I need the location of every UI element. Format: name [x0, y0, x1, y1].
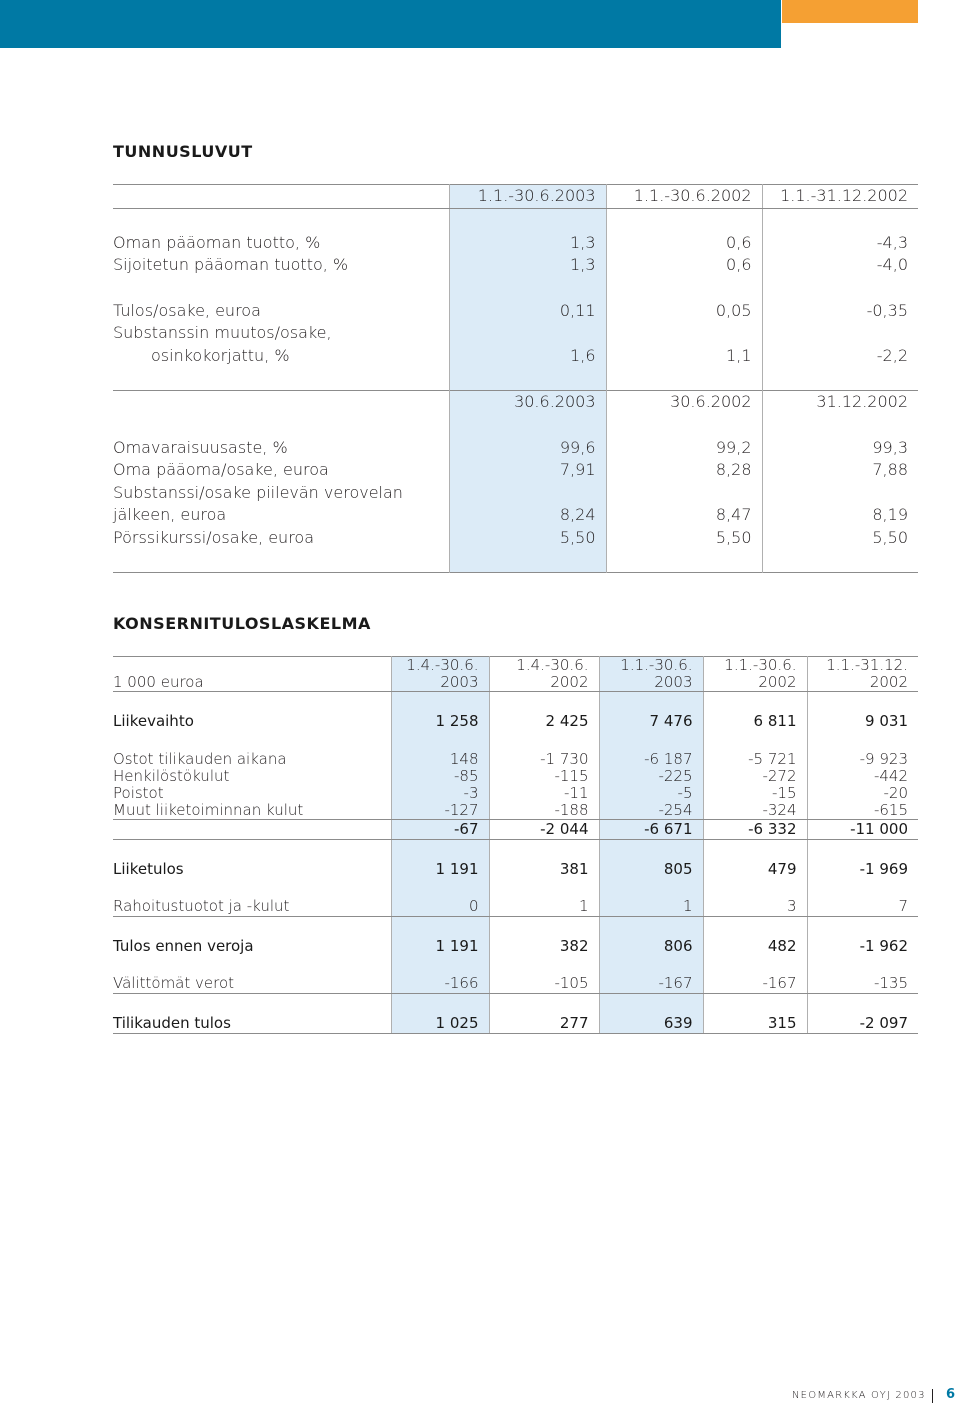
value-cell: 7: [807, 897, 918, 917]
kpi-row: [113, 254, 918, 277]
value-cell: 639: [599, 1014, 703, 1034]
value-cell: 1 258: [391, 712, 489, 731]
income-row: [113, 1014, 918, 1034]
value-cell: 315: [703, 1014, 807, 1034]
value-cell: -6 332: [703, 820, 807, 840]
row-label: Liiketulos: [113, 860, 184, 878]
income-row: [113, 937, 918, 956]
income-row: [113, 785, 918, 802]
value-cell: 5,50: [606, 527, 762, 550]
value-cell: -167: [599, 974, 703, 994]
value-cell: -615: [807, 802, 918, 820]
value-cell: -105: [489, 974, 599, 994]
value-cell: -20: [807, 785, 918, 802]
value-cell: 1: [599, 897, 703, 917]
value-cell: -4,3: [876, 232, 908, 252]
period-header: 1.1.-31.12.2002: [762, 185, 918, 209]
value-cell: 1 025: [391, 1014, 489, 1034]
page-number: 6: [946, 1387, 956, 1402]
value-cell: -15: [703, 785, 807, 802]
value-cell: -3: [391, 785, 489, 802]
unit-label: 1 000 euroa: [113, 674, 391, 692]
kpi-row: [113, 459, 918, 482]
period-year: 2003: [391, 674, 489, 692]
value-cell: -5: [599, 785, 703, 802]
kpi-table: [113, 184, 918, 573]
period-header: 1.1.-30.6.2002: [606, 185, 762, 209]
value-cell: -2 044: [489, 820, 599, 840]
row-label: Omavaraisuusaste, %: [113, 437, 288, 457]
header-blue-bar: [0, 0, 781, 48]
value-cell: -1 969: [807, 860, 918, 879]
row-label: Välittömät verot: [113, 974, 391, 994]
row-label: Ostot tilikauden aikana: [113, 750, 287, 768]
row-label: Oman pääoman tuotto, %: [113, 232, 321, 252]
value-cell: 806: [599, 937, 703, 956]
kpi-date-header: [113, 391, 918, 414]
value-cell: 8,28: [606, 459, 762, 482]
value-cell: -2 097: [807, 1014, 918, 1034]
value-cell: 1,6: [449, 345, 606, 368]
value-cell: -85: [391, 768, 489, 785]
value-cell: 382: [489, 937, 599, 956]
value-cell: -6 187: [599, 751, 703, 768]
period-year: 2002: [703, 674, 807, 692]
value-cell: 805: [599, 860, 703, 879]
row-label: Poistot: [113, 784, 164, 802]
period-header-bottom: [113, 674, 918, 692]
value-cell: 5,50: [449, 527, 606, 550]
kpi-title: TUNNUSLUVUT: [113, 142, 253, 161]
period-header: 1.1.-30.6.: [599, 657, 703, 675]
costs-total-row: [113, 820, 918, 840]
kpi-row: [113, 482, 918, 505]
value-cell: 148: [391, 751, 489, 768]
value-cell: 0: [391, 897, 489, 917]
value-cell: -11: [489, 785, 599, 802]
value-cell: 1 191: [391, 860, 489, 879]
row-label: Tulos ennen veroja: [113, 937, 254, 955]
value-cell: -1 730: [489, 751, 599, 768]
value-cell: -442: [807, 768, 918, 785]
value-cell: 1: [489, 897, 599, 917]
value-cell: 9 031: [807, 712, 918, 731]
kpi-row: [113, 527, 918, 550]
row-label: Tilikauden tulos: [113, 1014, 391, 1034]
footer-divider: [932, 1389, 933, 1403]
value-cell: -1 962: [807, 937, 918, 956]
value-cell: -11 000: [807, 820, 918, 840]
value-cell: -127: [391, 802, 489, 820]
period-year: 2002: [807, 674, 918, 692]
header-orange-bar: [782, 0, 918, 23]
value-cell: -167: [703, 974, 807, 994]
value-cell: 381: [489, 860, 599, 879]
value-cell: -135: [807, 974, 918, 994]
kpi-period-header: [113, 185, 918, 209]
row-label: Rahoitustuotot ja -kulut: [113, 897, 391, 917]
value-cell: 277: [489, 1014, 599, 1034]
value-cell: -272: [703, 768, 807, 785]
value-cell: -67: [391, 820, 489, 840]
date-header: 30.6.2002: [606, 391, 762, 414]
row-label: Substanssin muutos/osake,: [113, 323, 332, 342]
value-cell: 3: [703, 897, 807, 917]
value-cell: 0,6: [606, 254, 762, 277]
income-title: KONSERNITULOSLASKELMA: [113, 614, 371, 633]
value-cell: 8,19: [872, 505, 908, 524]
period-header: 1.1.-30.6.2003: [449, 185, 606, 209]
income-row: [113, 974, 918, 994]
income-row: [113, 712, 918, 731]
kpi-row: [113, 322, 918, 345]
date-header: 31.12.2002: [762, 391, 918, 414]
value-cell: 482: [703, 937, 807, 956]
value-cell: -4,0: [876, 255, 908, 274]
date-header: 30.6.2003: [449, 391, 606, 414]
value-cell: -9 923: [807, 751, 918, 768]
value-cell: -0,35: [866, 300, 908, 320]
value-cell: -324: [703, 802, 807, 820]
row-label: Henkilöstökulut: [113, 767, 230, 785]
value-cell: 7 476: [599, 712, 703, 731]
value-cell: 1 191: [391, 937, 489, 956]
income-row: [113, 897, 918, 917]
value-cell: 99,3: [872, 437, 908, 457]
value-cell: 1,3: [449, 254, 606, 277]
value-cell: 0,11: [449, 300, 606, 323]
period-header: 1.1.-30.6.: [703, 657, 807, 675]
kpi-row: [113, 300, 918, 323]
period-year: 2003: [599, 674, 703, 692]
period-header: 1.4.-30.6.: [391, 657, 489, 675]
value-cell: -115: [489, 768, 599, 785]
value-cell: 6 811: [703, 712, 807, 731]
value-cell: -254: [599, 802, 703, 820]
kpi-row: [113, 232, 918, 255]
value-cell: -188: [489, 802, 599, 820]
income-row: [113, 751, 918, 768]
kpi-row: [113, 504, 918, 527]
row-label: Tulos/osake, euroa: [113, 300, 261, 320]
value-cell: 99,2: [606, 437, 762, 460]
value-cell: -166: [391, 974, 489, 994]
row-label: Substanssi/osake piilevän verovelan: [113, 482, 403, 502]
period-year: 2002: [489, 674, 599, 692]
value-cell: 1,3: [449, 232, 606, 255]
value-cell: 2 425: [489, 712, 599, 731]
income-table: [113, 656, 918, 1034]
income-row: [113, 802, 918, 820]
value-cell: 0,6: [606, 232, 762, 255]
row-label: Oma pääoma/osake, euroa: [113, 460, 329, 479]
value-cell: 5,50: [872, 527, 908, 547]
value-cell: 1,1: [606, 345, 762, 368]
value-cell: -2,2: [876, 345, 908, 365]
row-label: Muut liiketoiminnan kulut: [113, 802, 391, 820]
value-cell: 8,24: [449, 504, 606, 527]
row-label: osinkokorjattu, %: [151, 345, 290, 365]
row-label: Sijoitetun pääoman tuotto, %: [113, 255, 349, 274]
value-cell: 7,88: [872, 460, 908, 479]
value-cell: 99,6: [449, 437, 606, 460]
footer-company: NEOMARKKA OYJ 2003: [792, 1390, 926, 1401]
row-label: jälkeen, euroa: [113, 505, 227, 524]
value-cell: -225: [599, 768, 703, 785]
row-label: Liikevaihto: [113, 712, 194, 730]
period-header: 1.4.-30.6.: [489, 657, 599, 675]
value-cell: 8,47: [606, 504, 762, 527]
income-row: [113, 860, 918, 879]
kpi-row: [113, 345, 918, 368]
value-cell: 479: [703, 860, 807, 879]
row-label: Pörssikurssi/osake, euroa: [113, 527, 315, 547]
value-cell: 0,05: [606, 300, 762, 323]
value-cell: 7,91: [449, 459, 606, 482]
period-header: 1.1.-31.12.: [807, 657, 918, 675]
value-cell: -6 671: [599, 820, 703, 840]
income-row: [113, 768, 918, 785]
kpi-row: [113, 437, 918, 460]
value-cell: -5 721: [703, 751, 807, 768]
period-header-top: [113, 657, 918, 675]
